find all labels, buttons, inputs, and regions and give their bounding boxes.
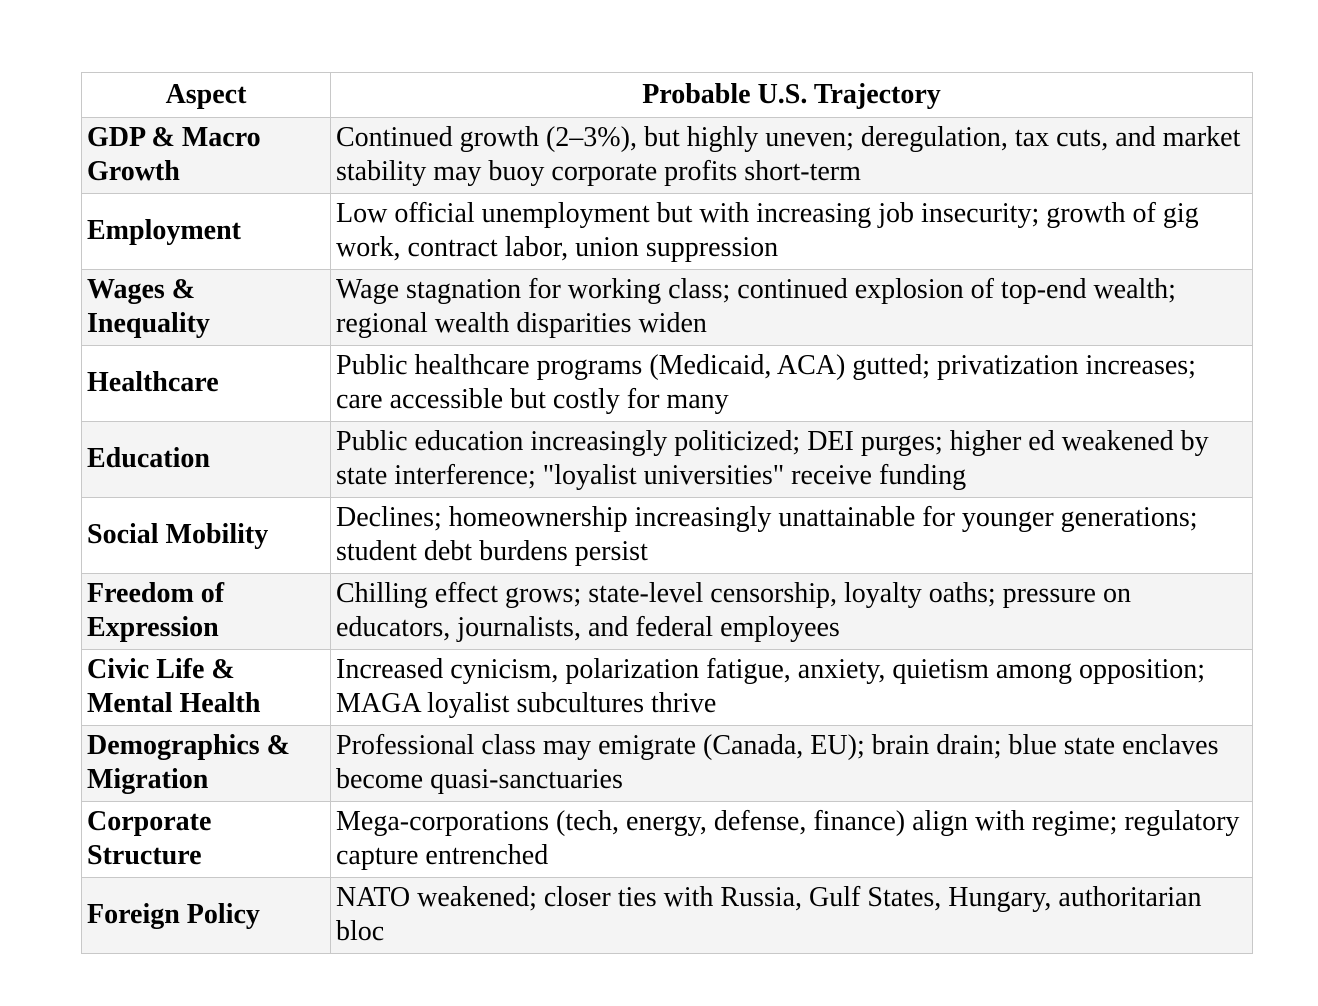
aspect-cell: Employment [82,194,331,270]
table-row [82,802,1253,878]
table-row [82,574,1253,650]
aspect-cell: GDP & Macro Growth [82,118,331,194]
aspect-cell: Education [82,422,331,498]
trajectory-cell: Increased cynicism, polarization fatigue, anxiety, quietism among opposition; MAGA loyalist subcultures thrive [331,650,1253,726]
table-row [82,118,1253,194]
table-row [82,878,1253,954]
aspect-cell: Foreign Policy [82,878,331,954]
trajectory-table [81,72,1253,954]
header-aspect: Aspect [82,73,331,118]
table-body [82,118,1253,954]
trajectory-cell: Continued growth (2–3%), but highly uneven; deregulation, tax cuts, and market stability may buoy corporate profits short-term [331,118,1253,194]
trajectory-cell: Public education increasingly politicized; DEI purges; higher ed weakened by state interference; "loyalist universities" receive funding [331,422,1253,498]
table-row [82,270,1253,346]
trajectory-cell: Chilling effect grows; state-level censorship, loyalty oaths; pressure on educators, journalists, and federal employees [331,574,1253,650]
aspect-cell: Social Mobility [82,498,331,574]
trajectory-cell: Mega-corporations (tech, energy, defense, finance) align with regime; regulatory capture entrenched [331,802,1253,878]
table-row [82,346,1253,422]
header-row [82,73,1253,118]
trajectory-cell: Professional class may emigrate (Canada, EU); brain drain; blue state enclaves become quasi-sanctuaries [331,726,1253,802]
table-row [82,498,1253,574]
trajectory-cell: Public healthcare programs (Medicaid, ACA) gutted; privatization increases; care accessible but costly for many [331,346,1253,422]
table-row [82,422,1253,498]
table-row [82,650,1253,726]
aspect-cell: Freedom of Expression [82,574,331,650]
aspect-cell: Civic Life & Mental Health [82,650,331,726]
aspect-cell: Wages & Inequality [82,270,331,346]
trajectory-cell: Wage stagnation for working class; continued explosion of top-end wealth; regional wealth disparities widen [331,270,1253,346]
trajectory-cell: NATO weakened; closer ties with Russia, Gulf States, Hungary, authoritarian bloc [331,878,1253,954]
trajectory-cell: Declines; homeownership increasingly unattainable for younger generations; student debt burdens persist [331,498,1253,574]
header-trajectory: Probable U.S. Trajectory [331,73,1253,118]
table-row [82,726,1253,802]
table-header [82,73,1253,118]
aspect-cell: Healthcare [82,346,331,422]
trajectory-cell: Low official unemployment but with increasing job insecurity; growth of gig work, contract labor, union suppression [331,194,1253,270]
table-row [82,194,1253,270]
aspect-cell: Demographics & Migration [82,726,331,802]
aspect-cell: Corporate Structure [82,802,331,878]
